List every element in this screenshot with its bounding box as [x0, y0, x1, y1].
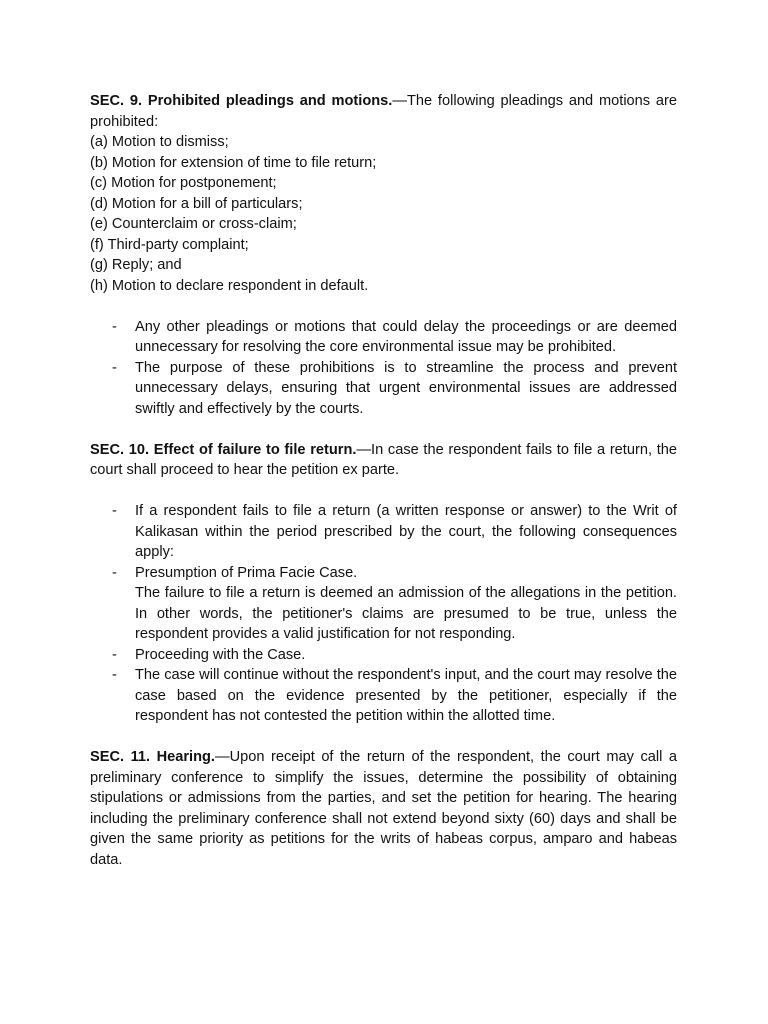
- bullet-dash: -: [112, 503, 117, 519]
- sec9-item-e: (e) Counterclaim or cross-claim;: [90, 216, 297, 232]
- bullet-dash: -: [112, 318, 117, 335]
- sec9-paragraph: [90, 91, 677, 132]
- spacer: [90, 727, 677, 748]
- bullet-dash: -: [112, 667, 117, 683]
- sec10-note-4-text: The case will continue without the respondent's input, and the court may resolve the case based on the evidence presented by the petitioner, especially if the respondent has not contested the petition within the allotted time.: [135, 667, 677, 724]
- sec10-note-1: [90, 501, 677, 563]
- sec9-note-2: [90, 358, 677, 420]
- spacer: [90, 481, 677, 502]
- document-page: [90, 91, 677, 870]
- sec9-notes: [90, 317, 677, 420]
- sec10-heading: SEC. 10. Effect of failure to file return.: [90, 441, 357, 458]
- bullet-dash: -: [112, 564, 117, 581]
- sec10-notes: [90, 501, 677, 727]
- sec9-item-h: (h) Motion to declare respondent in default.: [90, 277, 369, 294]
- sec9-item-d: (d) Motion for a bill of particulars;: [90, 195, 303, 212]
- sec11-body: —Upon receipt of the return of the respondent, the court may call a preliminary conference to simplify the issues, determine the possibility of obtaining stipulations or admissions from the parties, and set the petition for hearing. The hearing including the preliminary conference shall not extend beyond sixty (60) days and shall be given the same priority as petitions for the writs of habeas corpus, amparo and habeas data.: [90, 749, 677, 868]
- sec10-paragraph: [90, 440, 677, 481]
- sec11-paragraph: [90, 747, 677, 870]
- sec10-note-4: [90, 665, 677, 727]
- sec9-item-g: (g) Reply; and: [90, 257, 182, 273]
- sec9-item-a: (a) Motion to dismiss;: [90, 134, 229, 150]
- sec9-items: [90, 132, 677, 296]
- bullet-dash: -: [112, 359, 117, 376]
- sec10-note-3: [90, 645, 677, 666]
- bullet-dash: -: [112, 646, 117, 663]
- sec10-note-1-text: If a respondent fails to file a return (a written response or answer) to the Writ of Kalikasan within the period prescribed by the court, the following consequences apply:: [135, 503, 677, 560]
- sec10-note-2: [90, 563, 677, 584]
- spacer: [90, 419, 677, 440]
- sec10-note-2-text: Presumption of Prima Facie Case.: [135, 564, 358, 581]
- sec10-note-2-detail: The failure to file a return is deemed an admission of the allegations in the petition. In other words, the petitioner's claims are presumed to be true, unless the respondent provides a valid justification for not responding.: [135, 585, 677, 642]
- sec9-note-2-text: The purpose of these prohibitions is to streamline the process and prevent unnecessary delays, ensuring that urgent environmental issues are addressed swiftly and effectively by the courts.: [135, 359, 677, 417]
- sec9-item-c: (c) Motion for postponement;: [90, 175, 277, 191]
- sec9-heading: SEC. 9. Prohibited pleadings and motions.: [90, 93, 393, 109]
- sec9-item-b: (b) Motion for extension of time to file return;: [90, 154, 377, 171]
- sec9-item-f: (f) Third-party complaint;: [90, 236, 249, 253]
- sec10-body: —In case the respondent fails to file a return, the court shall proceed to hear the petition ex parte.: [90, 441, 677, 478]
- sec9-note-1: [90, 317, 677, 358]
- sec9-note-1-text: Any other pleadings or motions that could delay the proceedings or are deemed unnecessary for resolving the core environmental issue may be prohibited.: [135, 318, 677, 355]
- sec10-note-3-text: Proceeding with the Case.: [135, 646, 306, 663]
- sec9-intro: —The following pleadings and motions are prohibited:: [90, 93, 678, 130]
- spacer: [90, 296, 677, 317]
- sec11-heading: SEC. 11. Hearing.: [90, 749, 215, 765]
